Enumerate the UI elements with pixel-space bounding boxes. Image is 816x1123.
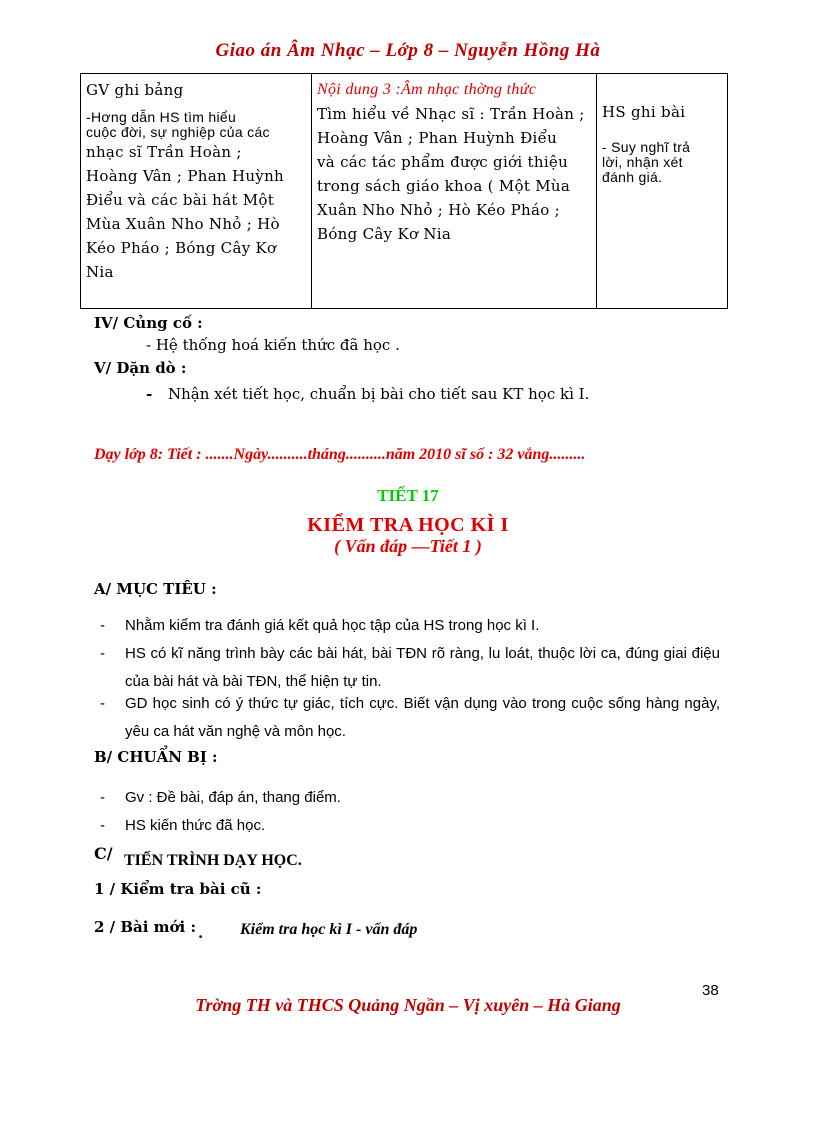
kiem-tra-bai-cu: 1 / Kiểm tra bài cũ : [94,880,262,898]
list-bullet: - [100,817,105,834]
content-line: trong sách giáo khoa ( Một Mùa [317,177,571,195]
content-cell [312,74,597,309]
student-line: đánh giá. [602,169,663,185]
teacher-board-title: GV ghi bảng [86,81,184,99]
list-bullet: - [100,617,105,634]
lesson-table [80,73,728,309]
list-bullet: - [100,789,105,806]
cung-co-heading: IV/ Củng cố : [94,314,203,332]
chuan-bi-heading: B/ CHUẨN BỊ : [94,748,218,766]
list-bullet: - [100,695,105,712]
content-line: và các tác phẩm được giới thiệu [317,153,569,171]
tiet-number: TIẾT 17 [377,486,439,505]
lesson-title: KIỂM TRA HỌC KÌ I [307,514,509,536]
table-row [81,74,728,309]
student-title: HS ghi bài [602,103,686,121]
bai-moi-text: Kiểm tra học kì I - vấn đáp [240,921,418,938]
list-item: Gv : Đề bài, đáp án, thang điểm. [125,789,341,806]
page-footer: Trờng TH và THCS Quảng Ngần – Vị xuyên – Hà Giang [195,995,621,1015]
teacher-board-cell [81,74,312,309]
list-item: GD học sinh có ý thức tự giác, tích cực. Biết vận dụng vào trong cuộc sống hàng ngày, yêu ca hát văn nghệ và môn học. [125,695,720,740]
teacher-line: cuộc đời, sự nghiệp của các [86,124,270,140]
content-heading: Nội dung 3 :Âm nhạc thờng thức [317,81,537,98]
tien-trinh-heading: TIẾN TRÌNH DẠY HỌC. [124,852,302,869]
teacher-line: Kéo Pháo ; Bóng Cây Kơ [86,239,277,257]
teacher-line: Nia [86,263,114,281]
content-line: Xuân Nho Nhỏ ; Hò Kéo Pháo ; [317,201,561,219]
dan-do-item: Nhận xét tiết học, chuẩn bị bài cho tiết sau KT học kì I. [168,385,590,403]
teacher-line: Điểu và các bài hát Một [86,191,275,209]
bai-moi-dot: . [198,924,204,942]
content-line: Bóng Cây Kơ Nia [317,225,452,243]
teacher-line: Mùa Xuân Nho Nhỏ ; Hò [86,215,280,233]
student-line: - Suy nghĩ trả [602,139,691,155]
content-line: Hoàng Vân ; Phan Huỳnh Điểu [317,129,558,147]
list-item: HS có kĩ năng trình bày các bài hát, bài TĐN rõ ràng, lu loát, thuộc lời ca, đúng giai điệu của bài hát và bài TĐN, thể hiện tự tin. [125,645,720,690]
dan-do-dash: - [146,385,153,403]
bai-moi-label: 2 / Bài mới : [94,918,197,936]
content-line: Tìm hiểu về Nhạc sĩ : Trần Hoàn ; [317,105,585,123]
teacher-line: -Hơng dẫn HS tìm hiểu [86,109,237,125]
day-lop-line: Dạy lớp 8: Tiết : .......Ngày..........tháng..........năm 2010 sĩ số : 32 vắng......... [94,446,586,463]
student-line: lời, nhận xét [602,154,683,170]
lesson-subtitle: ( Vấn đáp —Tiết 1 ) [334,536,482,556]
list-bullet: - [100,645,105,662]
page-header-title: Giao án Âm Nhạc – Lớp 8 – Nguyễn Hồng Hà [215,40,601,61]
tien-trinh-prefix: C/ [94,844,113,863]
teacher-line: Hoàng Vân ; Phan Huỳnh [86,167,284,185]
student-cell [597,74,728,309]
page-number: 38 [702,982,719,999]
cung-co-item: - Hệ thống hoá kiến thức đã học . [146,336,400,354]
dan-do-heading: V/ Dặn dò : [94,359,187,377]
list-item: Nhằm kiểm tra đánh giá kết quả học tập của HS trong học kì I. [125,617,540,634]
list-item: HS kiến thức đã học. [125,817,266,834]
teacher-line: nhạc sĩ Trần Hoàn ; [86,143,242,161]
muc-tieu-heading: A/ MỤC TIÊU : [94,580,217,598]
